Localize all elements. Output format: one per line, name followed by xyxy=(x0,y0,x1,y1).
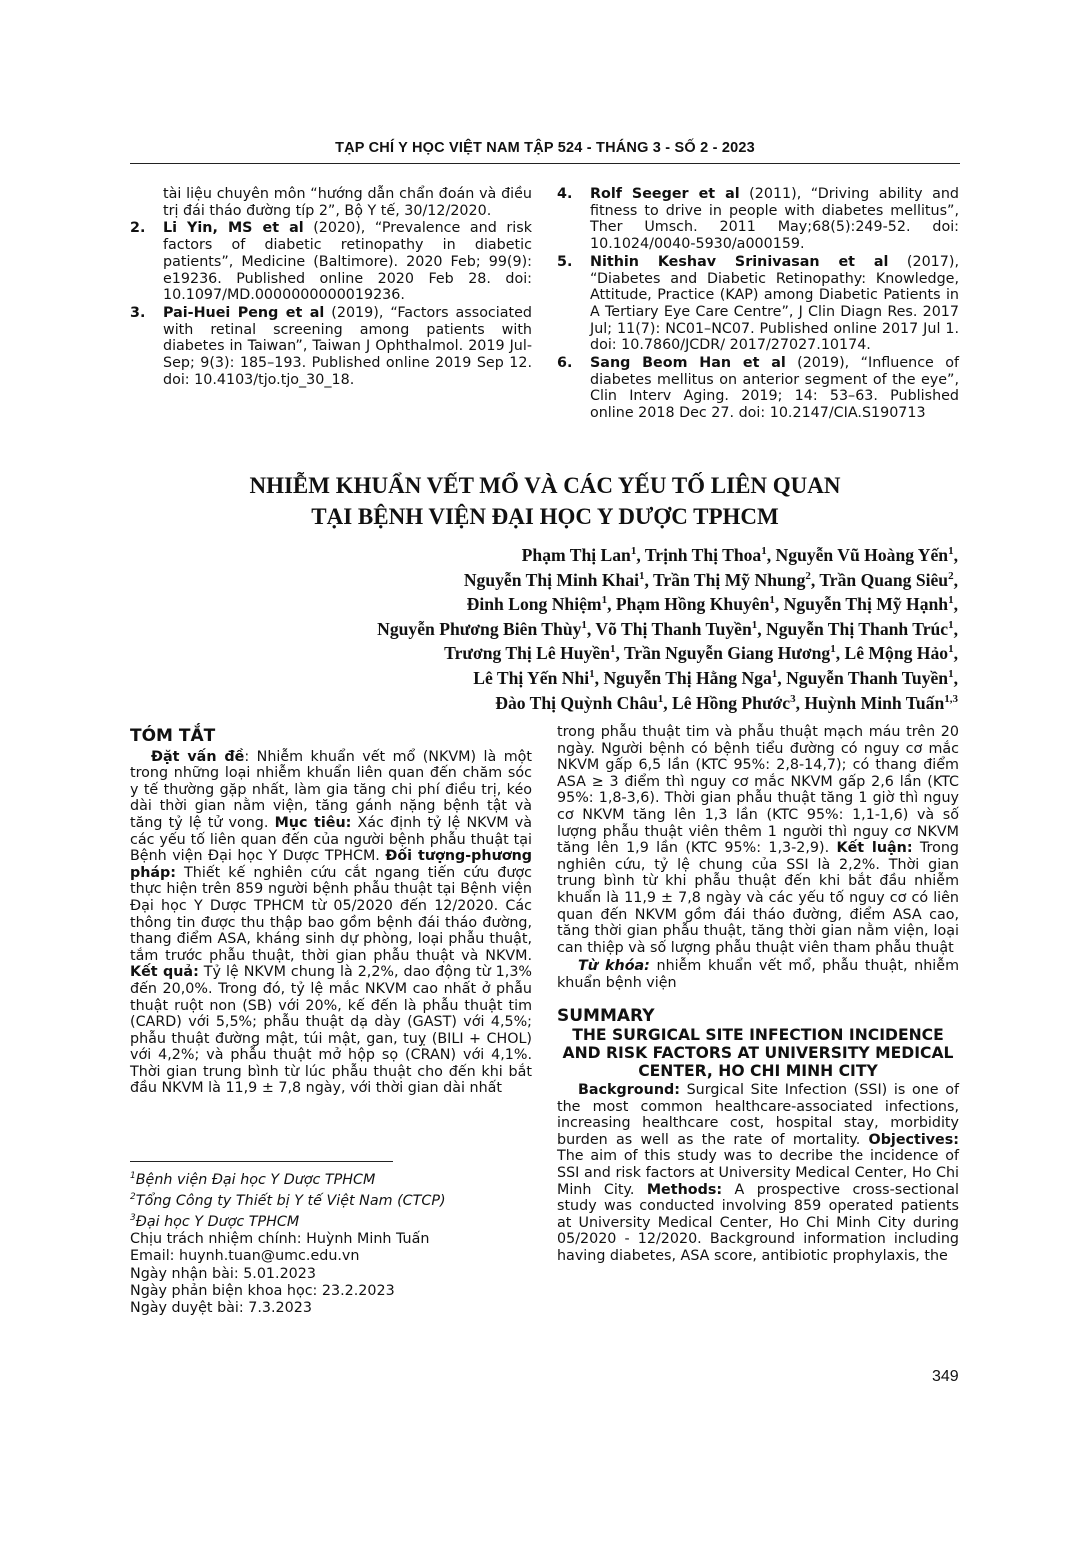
author-affiliation-mark: 1 xyxy=(751,618,758,631)
author-name: Trần Nguyễn Giang Hương xyxy=(623,643,831,664)
author-separator: , xyxy=(594,667,604,688)
reference-number: 3. xyxy=(130,304,146,321)
author-affiliation-mark: 1 xyxy=(948,668,954,681)
reference-item xyxy=(557,186,959,253)
author-affiliation-mark: 1 xyxy=(771,668,778,681)
affiliation-mark: 3 xyxy=(130,1213,136,1224)
author-separator: , xyxy=(766,545,776,565)
author-name: Lê Mộng Hảo xyxy=(844,643,949,664)
author-separator: , xyxy=(810,569,820,590)
author-separator: , xyxy=(586,618,596,639)
reference-author: Nithin Keshav Srinivasan et al xyxy=(590,253,889,270)
reference-number: 4. xyxy=(557,186,573,202)
author-affiliation-mark: 1 xyxy=(657,692,664,705)
reference-item xyxy=(130,305,532,389)
reference-continuation xyxy=(130,186,532,219)
affiliation-text: Đại học Y Dược TPHCM xyxy=(135,1213,300,1230)
abstract-text: : Nhiễm khuẩn vết mổ (NKVM) là một trong những loại nhiễm khuẩn liên quan đến chăm sóc y tế thường gặp nhất, làm gia tăng chi phí điều trị, kéo dài thời gian nằm viện, tăng gánh nặng bệnh tật và tăng tỷ lệ tử vong. xyxy=(130,748,532,831)
author-separator: , xyxy=(644,569,653,590)
label-background: Đặt vấn đề xyxy=(151,748,245,765)
reference-number: 5. xyxy=(557,253,573,270)
reference-item xyxy=(557,355,959,422)
summary-body xyxy=(557,1082,959,1265)
affiliation-text: Bệnh viện Đại học Y Dược TPHCM xyxy=(135,1171,376,1188)
author-name: Nguyễn Thanh Tuyền xyxy=(786,667,949,688)
author-name: Phạm Thị Lan xyxy=(521,545,631,565)
header-rule xyxy=(130,163,960,164)
reference-text: (2019), “Factors associated with retinal screening among patients with diabetes in Taiwan”, Taiwan J Ophthalmol. 2019 Jul-Sep; 9(3): 185–193. Published online 2019 Sep 12. doi: 10.4103/tjo.tjo_30_18. xyxy=(163,304,533,388)
author-affiliation-mark: 1 xyxy=(639,569,645,582)
author-name: Võ Thị Thanh Tuyền xyxy=(595,618,752,639)
author-affiliation-mark: 3 xyxy=(790,692,796,705)
reference-author: Pai-Huei Peng et al xyxy=(163,304,325,321)
references-left xyxy=(130,186,532,389)
label-background-en: Background: xyxy=(578,1082,680,1099)
author-separator: , xyxy=(953,643,958,664)
author-affiliation-mark: 1 xyxy=(609,643,616,656)
author-name: Phạm Hồng Khuyên xyxy=(615,594,770,615)
footnotes xyxy=(130,1168,532,1318)
summary-text: A prospective cross-sectional study was conducted involving 859 operated patients at University Medical Center, Ho Chi Minh City during 05/2020 - 12/2020. Background information including having diabetes, ASA score, antibiotic prophylaxis, the xyxy=(557,1181,959,1265)
author-name: Nguyễn Thị Thanh Trúc xyxy=(766,618,949,639)
summary-title: THE SURGICAL SITE INFECTION INCIDENCE AND RISK FACTORS AT UNIVERSITY MEDICAL CENTER, HO CHI MINH CITY xyxy=(562,1026,954,1081)
author-name: Nguyễn Thị Hằng Nga xyxy=(603,667,772,688)
article-title xyxy=(130,470,960,532)
author-affiliation-mark: 1 xyxy=(601,594,608,607)
author-name: Nguyễn Thị Mỹ Hạnh xyxy=(783,594,949,615)
author-name: Trịnh Thị Thoa xyxy=(644,545,762,565)
author-affiliation-mark: 1 xyxy=(581,618,587,631)
affiliation-1 xyxy=(130,1168,532,1189)
footnote-rule xyxy=(130,1161,393,1162)
author-affiliation-mark: 2 xyxy=(948,569,954,582)
author-affiliation-mark: 1 xyxy=(589,668,595,681)
abstract-text: Tỷ lệ NKVM chung là 2,2%, dao động từ 1,3% đến 20,0%. Trong đó, tỷ lệ mắc NKVM cao nhất ở phẫu thuật ruột non (SB) với 20%, kế đến là phẫu thuật tim (CARD) với 5,5%; phẫu thuật dạ dày (GAST) với 4,5%; phẫu thuật đường mật, túi mật, gan, tuỵ (BILI + CHOL) với 4,2%; và phẫu thuật mở hộp sọ (CRAN) với 4,1%. Thời gian trung bình từ lúc phẫu thuật cho đến khi bắt đầu NKVM là 11,9 ± 7,8 ngày, với thời gian dài nhất xyxy=(130,964,533,1097)
summary-heading: SUMMARY xyxy=(557,1005,655,1026)
summary-text: The aim of this study was to decribe the incidence of SSI and risk factors at University Medical Center, Ho Chi Minh City. xyxy=(557,1148,959,1198)
author-affiliation-mark: 1 xyxy=(630,545,637,558)
label-objectives-en: Objectives: xyxy=(868,1131,959,1148)
reference-author: Rolf Seeger et al xyxy=(590,186,740,202)
abstract-text: Trong nghiên cứu, tỷ lệ chung của SSI là 2,2%. Thời gian trung bình từ khi phẫu thuật đến khi bắt đầu nhiễm khuẩn là 11,9 ± 7,8 ngày và các yếu tố nguy cơ có liên quan đến NKVM gồm đái tháo đường, điểm ASA cao, tăng thời gian phẫu thuật, tăng thời gian nằm viện, loại can thiệp và số lượng phẫu thuật viên tham phẫu thuật xyxy=(557,840,960,956)
reference-text: (2011), “Driving ability and fitness to drive in people with diabetes mellitus”, Ther Umsch. 2011 May;68(5):249-52. doi: 10.1024/0040-5930/a000159. xyxy=(590,186,960,253)
abstract-text: trong phẫu thuật tim và phẫu thuật mạch máu trên 20 ngày. Người bệnh có bệnh tiểu đường có nguy cơ mắc NKVM gấp 6,5 lần (KTC 95%: 2,8-14,7); có thang điểm ASA ≥ 3 điểm thì nguy cơ mắc NKVM gấp 2,6 lần (KTC 95%: 1,8-3,6). Thời gian phẫu thuật tăng 1 giờ thì nguy cơ NKVM tăng lên 1,3 lần (KTC 95%: 1,1-1,6) và số lượng phẫu thuật viên thêm 1 người thì nguy cơ NKVM tăng lên 1,9 lần (KTC 95%: 1,3-2,9). xyxy=(557,724,959,857)
reference-text: tài liệu chuyên môn “hướng dẫn chẩn đoán và điều trị đái tháo đường típ 2”, Bộ Y tế, 30/12/2020. xyxy=(163,186,532,219)
author-separator: , xyxy=(774,594,784,615)
journal-header: TẠP CHÍ Y HỌC VIỆT NAM TẬP 524 - THÁNG 3 - SỐ 2 - 2023 xyxy=(335,140,755,156)
label-methods-en: Methods: xyxy=(646,1181,723,1198)
author-separator: , xyxy=(636,545,645,565)
author-name: Trần Thị Mỹ Nhung xyxy=(653,569,806,590)
author-name: Trương Thị Lê Huyền xyxy=(444,643,610,664)
author-separator: , xyxy=(953,618,958,639)
author-separator: , xyxy=(757,618,767,639)
author-name: Lê Thị Yến Nhi xyxy=(473,667,590,688)
corresponding-author: Chịu trách nhiệm chính: Huỳnh Minh Tuấn xyxy=(130,1231,430,1248)
reference-number: 2. xyxy=(130,220,146,237)
label-conclusion: Kết luận: xyxy=(836,840,913,857)
author-list xyxy=(158,543,958,715)
author-affiliation-mark: 1 xyxy=(948,643,954,656)
abstract-body xyxy=(130,749,532,1097)
references-right xyxy=(557,186,959,423)
label-objective: Mục tiêu: xyxy=(274,814,352,831)
affiliation-2 xyxy=(130,1189,532,1210)
keywords-text: nhiễm khuẩn vết mổ, phẫu thuật, nhiễm khuẩn bệnh viện xyxy=(557,958,959,991)
date-received: Ngày nhận bài: 5.01.2023 xyxy=(130,1265,316,1282)
author-affiliation-mark: 2 xyxy=(805,569,811,582)
author-name: Lê Hồng Phước xyxy=(672,692,791,713)
author-affiliation-mark: 1 xyxy=(830,643,836,656)
author-name: Nguyễn Phương Biên Thùy xyxy=(377,618,582,639)
author-separator: , xyxy=(953,594,958,615)
author-name: Đinh Long Nhiệm xyxy=(466,594,602,615)
summary-text: Surgical Site Infection (SSI) is one of the most common healthcare-associated infections, increasing healthcare cost, hospital stay, morbidity burden as well as the rate of mortality. xyxy=(557,1082,959,1148)
author-separator: , xyxy=(953,545,958,565)
author-separator: , xyxy=(795,692,805,713)
affiliation-text: Tổng Công ty Thiết bị Y tế Việt Nam (CTCP) xyxy=(135,1192,446,1209)
author-separator: , xyxy=(777,667,787,688)
abstract-text: Thiết kế nghiên cứu cắt ngang tiến cứu được thực hiện trên 859 người bệnh phẫu thuật tại Bệnh viện Đại học Y Dược TPHCM từ 05/2020 đến 12/2020. Các thông tin được thu thập bao gồm bệnh đái tháo đường, thang điểm ASA, kháng sinh dự phòng, loại phẫu thuật, tắm trước phẫu thuật, thời gian phẫu thuật và NKVM. xyxy=(130,864,532,964)
author-affiliation-mark: 1 xyxy=(761,545,767,558)
page-number: 349 xyxy=(932,1368,959,1385)
abstract-vietnamese xyxy=(130,728,532,1097)
article-title-line-1: NHIỄM KHUẨN VẾT MỔ VÀ CÁC YẾU TỐ LIÊN QUAN xyxy=(249,473,841,498)
corresponding-email: Email: huynh.tuan@umc.edu.vn xyxy=(130,1248,360,1265)
date-accepted: Ngày duyệt bài: 7.3.2023 xyxy=(130,1300,312,1317)
abstract-continuation xyxy=(557,724,959,956)
author-affiliation-mark: 1 xyxy=(948,594,954,607)
author-name: Đào Thị Quỳnh Châu xyxy=(495,692,658,713)
author-separator: , xyxy=(835,643,845,664)
reference-text: (2020), “Prevalence and risk factors of diabetic retinopathy in diabetic patients”, Medicine (Baltimore). 2020 Feb; 99(9): e19236. Published online 2020 Feb 28. doi: 10.1097/MD.0000000000019236. xyxy=(163,220,532,304)
reference-text: (2017), “Diabetes and Diabetic Retinopathy: Knowledge, Attitude, Practice (KAP) among Diabetic Patients in A Tertiary Eye Care Centre”, J Clin Diagn Res. 2017 Jul; 11(7): NC01–NC07. Published online 2017 Jul 1. doi: 10.7860/JCDR/ 2017/27027.10174. xyxy=(590,253,959,354)
reference-author: Li Yin, MS et al xyxy=(163,220,304,237)
reference-author: Sang Beom Han et al xyxy=(590,355,786,372)
reference-item xyxy=(130,220,532,304)
author-affiliation-mark: 1 xyxy=(769,594,775,607)
abstract-right-column xyxy=(557,724,959,1265)
author-affiliation-mark: 1,3 xyxy=(944,692,958,705)
author-affiliation-mark: 1 xyxy=(948,545,954,558)
affiliation-mark: 2 xyxy=(130,1192,136,1203)
date-reviewed: Ngày phản biện khoa học: 23.2.2023 xyxy=(130,1283,395,1300)
abstract-heading: TÓM TẮT xyxy=(130,726,216,746)
author-name: Trần Quang Siêu xyxy=(819,569,949,590)
reference-number: 6. xyxy=(557,355,573,372)
author-separator: , xyxy=(607,594,616,615)
label-methods: Đối tượng-phương pháp: xyxy=(130,848,532,881)
author-separator: , xyxy=(663,692,673,713)
reference-item xyxy=(557,254,959,354)
affiliation-mark: 1 xyxy=(130,1171,136,1181)
label-keywords: Từ khóa: xyxy=(578,958,650,975)
author-separator: , xyxy=(953,569,958,590)
author-name: Nguyễn Thị Minh Khai xyxy=(463,569,640,590)
abstract-text: Xác định tỷ lệ NKVM và các yếu tố liên quan đến của người bệnh phẫu thuật tại Bệnh viện Đại học Y Dược TPHCM. xyxy=(130,814,532,865)
author-name: Huỳnh Minh Tuấn xyxy=(804,692,945,713)
author-affiliation-mark: 1 xyxy=(948,618,954,631)
author-separator: , xyxy=(953,667,958,688)
author-separator: , xyxy=(615,643,624,664)
label-results: Kết quả: xyxy=(130,964,199,981)
article-title-line-2: TẠI BỆNH VIỆN ĐẠI HỌC Y DƯỢC TPHCM xyxy=(311,504,779,529)
reference-text: (2019), “Influence of diabetes mellitus on anterior segment of the eye”, Clin Interv Aging. 2019; 14: 53–63. Published online 2018 Dec 27. doi: 10.2147/CIA.S190713 xyxy=(590,355,960,422)
affiliation-3 xyxy=(130,1210,532,1231)
keywords xyxy=(557,958,959,991)
author-name: Nguyễn Vũ Hoàng Yến xyxy=(775,545,949,565)
